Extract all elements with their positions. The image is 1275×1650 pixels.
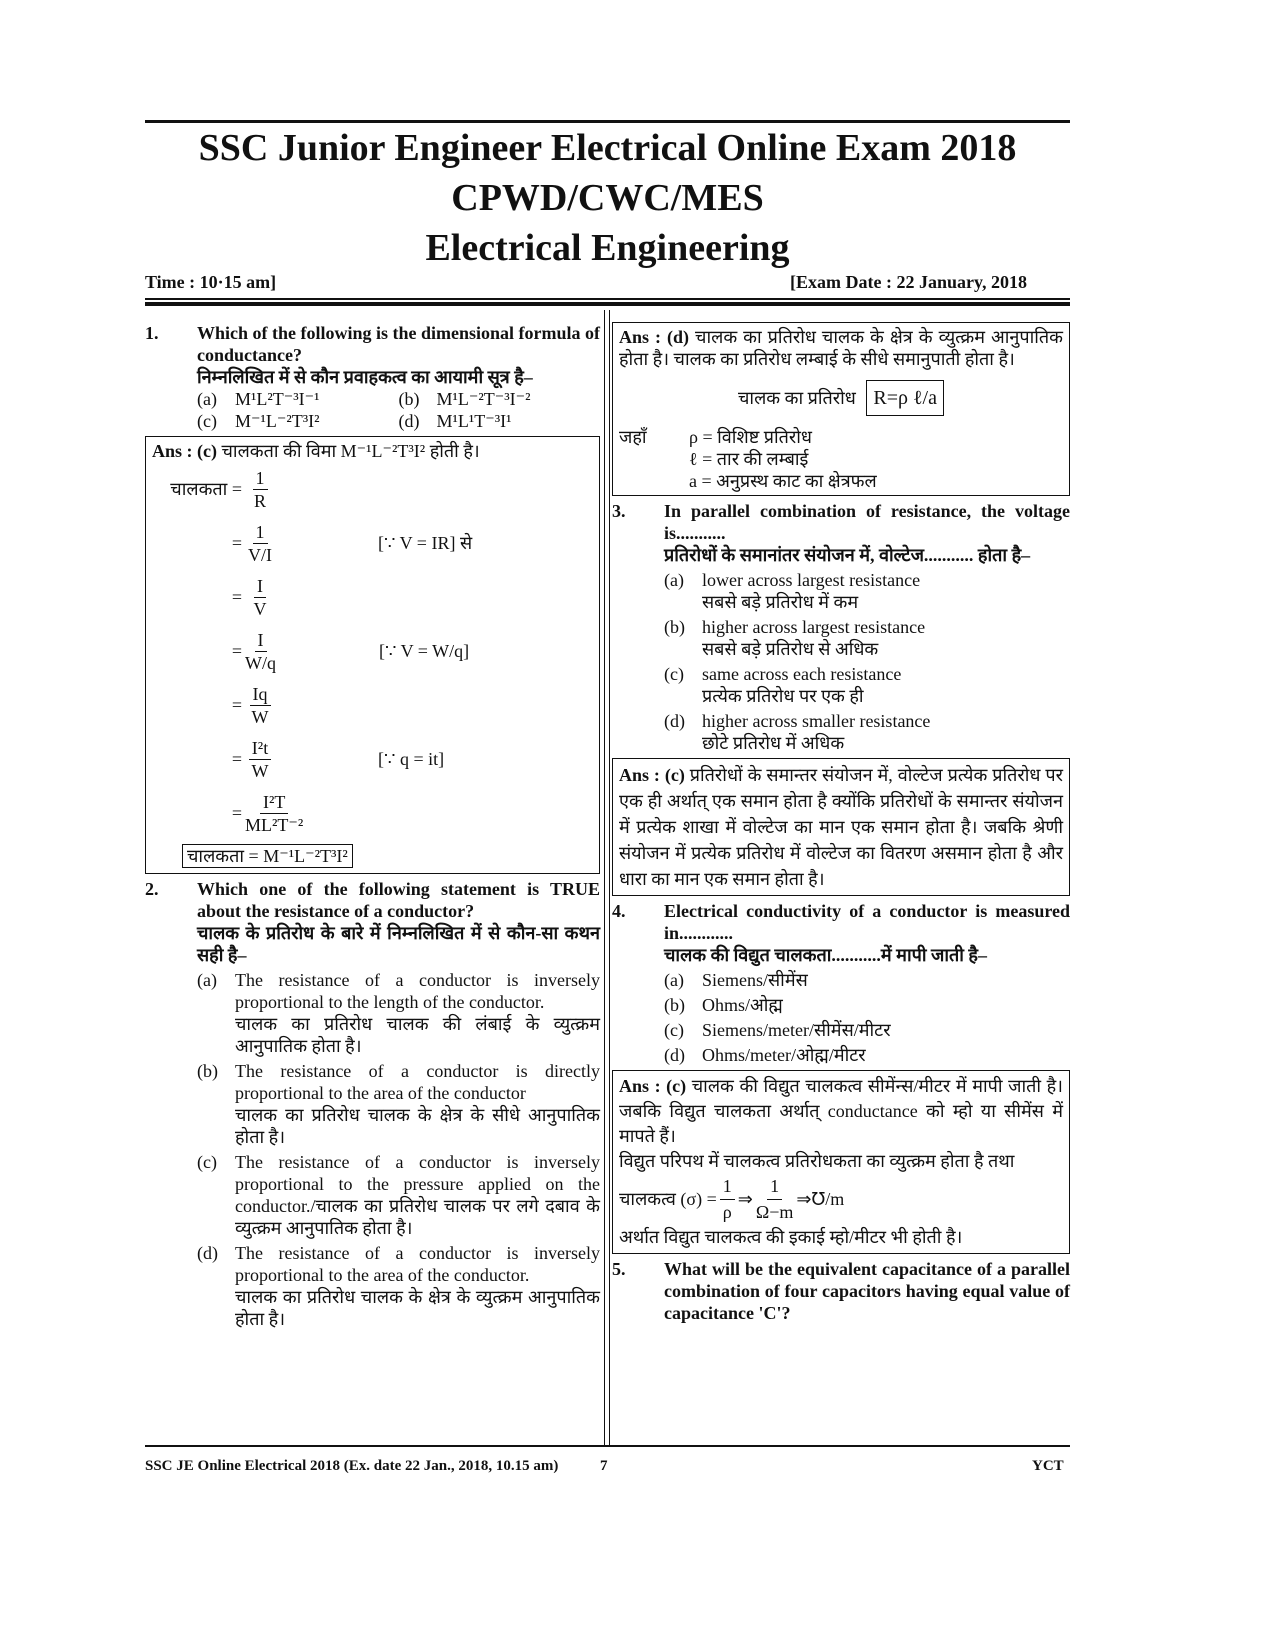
subject: Electrical Engineering xyxy=(425,227,790,269)
frac-num: Iq xyxy=(250,683,271,706)
frac-den: ρ xyxy=(722,1202,732,1222)
frac-num: 1 xyxy=(720,1174,735,1200)
fraction xyxy=(245,467,275,512)
option-en: higher across smaller resistance xyxy=(702,711,931,731)
frac-den: W xyxy=(251,706,269,727)
fraction xyxy=(245,737,275,782)
answer-label: Ans : (c) xyxy=(619,765,685,785)
header-rule-thick xyxy=(145,302,1070,306)
option-label: (b) xyxy=(197,1061,218,1081)
right-column xyxy=(612,322,1070,1324)
exam-time: Time : 10·15 am] xyxy=(145,272,277,292)
option-label: (d) xyxy=(664,1045,685,1065)
derivation-step xyxy=(152,624,593,678)
fraction xyxy=(245,521,275,566)
question-4 xyxy=(612,900,1070,1254)
answer-text: चालक की विद्युत चालकत्व सीमेंन्स/मीटर में मापी जाती है। जबकि विद्युत चालकता अर्थात् conductance को म्हो या सीमेंस में मापते हैं। xyxy=(619,1076,1063,1146)
question-number: 3. xyxy=(612,501,626,521)
question-en: Electrical conductivity of a conductor is measured in............ xyxy=(664,901,1070,943)
option-a xyxy=(197,969,600,1057)
fraction xyxy=(245,575,275,620)
option-label: (a) xyxy=(664,970,684,990)
option-text xyxy=(235,1060,600,1148)
fraction xyxy=(245,791,303,836)
fraction xyxy=(245,629,276,674)
column-divider xyxy=(604,310,610,1445)
question-number: 2. xyxy=(145,879,159,899)
frac-num: I²t xyxy=(249,737,271,760)
option-d xyxy=(197,1242,600,1330)
option-hi: चालक का प्रतिरोध चालक के क्षेत्र के व्युत्क्रम आनुपातिक होता है। xyxy=(235,1287,600,1329)
frac-den: Ω−m xyxy=(755,1202,794,1222)
answer-box-1 xyxy=(145,436,600,874)
title: SSC Junior Engineer Electrical Online Exam 2018 xyxy=(198,127,1017,169)
answer-label: Ans : (d) xyxy=(619,327,690,347)
header-rule-thin xyxy=(145,298,1070,300)
left-column xyxy=(145,322,600,1330)
option-label: (a) xyxy=(197,389,217,409)
derivation-step xyxy=(152,678,593,732)
subtitle: CPWD/CWC/MES xyxy=(451,177,764,219)
option-text xyxy=(702,616,1070,660)
step-lhs: = xyxy=(231,533,242,553)
question-number: 4. xyxy=(612,901,626,921)
frac-den: R xyxy=(253,490,266,511)
frac-num: 1 xyxy=(253,521,268,544)
option-label: (d) xyxy=(664,711,685,731)
option-label: (a) xyxy=(664,570,684,590)
step-lhs: चालकता = xyxy=(170,479,242,499)
option-hi: चालक का प्रतिरोध चालक के क्षेत्र के सीधे आनुपातिक होता है। xyxy=(235,1105,600,1147)
question-en: What will be the equivalent capacitance of a parallel combination of four capacitors having equal value of capacitance 'C'? xyxy=(664,1259,1070,1323)
option-en: The resistance of a conductor is inversely proportional to the area of the conductor. xyxy=(235,1243,600,1285)
question-5 xyxy=(612,1258,1070,1324)
question-hi: निम्नलिखित में से कौन प्रवाहकत्व का आयामी सूत्र है– xyxy=(197,367,533,387)
answer-label: Ans : (c) xyxy=(152,441,217,461)
option-text xyxy=(235,1242,600,1330)
fraction xyxy=(245,683,275,728)
option-hi: छोटे प्रतिरोध में अधिक xyxy=(702,733,845,753)
option-hi: सबसे बड़े प्रतिरोध में कम xyxy=(702,592,859,612)
definition: ℓ = तार की लम्बाई xyxy=(689,449,809,469)
option-label: (a) xyxy=(197,970,217,990)
question-number: 1. xyxy=(145,323,159,343)
option-en: higher across largest resistance xyxy=(702,617,926,637)
option-label: (b) xyxy=(664,617,685,637)
option-c xyxy=(664,1019,1070,1041)
option-a xyxy=(664,569,1070,613)
option-en: Ohms/ओह्म xyxy=(702,995,783,1015)
footer-rule xyxy=(145,1445,1070,1447)
frac-den: V xyxy=(253,598,267,619)
derivation-step xyxy=(152,462,593,516)
option-b xyxy=(664,616,1070,660)
option-label: (c) xyxy=(664,664,684,684)
result-box: चालकता = M⁻¹L⁻²T³I² xyxy=(182,844,353,868)
option-d: M¹L¹T⁻³I¹ xyxy=(436,411,512,431)
option-text xyxy=(702,969,1070,991)
option-en: Siemens/सीमेंस xyxy=(702,970,808,990)
step-note: [∵ q = it] xyxy=(378,749,445,769)
option-a: M¹L²T⁻³I⁻¹ xyxy=(235,389,320,409)
frac-num: 1 xyxy=(767,1174,782,1200)
top-rule xyxy=(145,120,1070,123)
option-hi: प्रत्येक प्रतिरोध पर एक ही xyxy=(702,686,864,706)
question-2 xyxy=(145,878,600,1330)
frac-den: ML²T⁻² xyxy=(245,814,304,835)
conductivity-formula: चालकत्व (σ) = $\frac{1}{\rho}$ ⇒ $\frac{1}{\Omega-m}$ ⇒℧/m xyxy=(619,1174,1063,1225)
option-text xyxy=(702,1019,1070,1041)
option-en: The resistance of a conductor is inversely proportional to the length of the conductor. xyxy=(235,970,600,1012)
exam-date: [Exam Date : 22 January, 2018 xyxy=(790,272,1027,292)
question-en: Which of the following is the dimensional formula of conductance? xyxy=(197,323,601,365)
option-text xyxy=(235,969,600,1057)
question-3 xyxy=(612,500,1070,896)
page-number: 7 xyxy=(600,1458,608,1474)
option-text xyxy=(702,994,1070,1016)
option-d xyxy=(664,710,1070,754)
definition: ρ = विशिष्ट प्रतिरोध xyxy=(689,427,812,447)
question-en: Which one of the following statement is TRUE about the resistance of a conductor? xyxy=(197,879,600,921)
option-text xyxy=(235,1151,600,1239)
question-number: 5. xyxy=(612,1259,626,1279)
derivation-step xyxy=(152,732,593,786)
option-d xyxy=(664,1044,1070,1066)
formula-lhs: चालकत्व (σ) = xyxy=(619,1189,717,1209)
derivation-step xyxy=(152,516,593,570)
option-b: M¹L⁻²T⁻³I⁻² xyxy=(436,389,531,409)
option-label: (d) xyxy=(398,411,420,431)
answer-label: Ans : (c) xyxy=(619,1076,687,1096)
frac-den: W xyxy=(251,760,269,781)
option-b xyxy=(197,1060,600,1148)
option-text xyxy=(702,1044,1070,1066)
step-lhs: = xyxy=(231,587,242,607)
option-c xyxy=(197,1151,600,1239)
formula-result: ⇒℧/m xyxy=(796,1189,845,1209)
step-note: [∵ V = W/q] xyxy=(379,641,470,661)
option-label: (c) xyxy=(197,411,217,431)
option-en: Ohms/meter/ओह्म/मीटर xyxy=(702,1045,866,1065)
answer-box-3 xyxy=(612,758,1070,896)
question-en: In parallel combination of resistance, the voltage is........... xyxy=(664,501,1070,543)
footer-right: YCT xyxy=(1032,1458,1064,1474)
step-lhs: = xyxy=(231,803,242,823)
option-en: The resistance of a conductor is inversely proportional to the pressure applied on the conductor./चालक का प्रतिरोध चालक पर लगे दबाव के व्युत्क्रम आनुपातिक होता है। xyxy=(235,1152,600,1238)
option-c: M⁻¹L⁻²T³I² xyxy=(235,411,320,431)
option-b xyxy=(664,994,1070,1016)
option-text xyxy=(702,663,1070,707)
option-label: (d) xyxy=(197,1243,218,1263)
step-lhs: = xyxy=(231,749,242,769)
option-label: (c) xyxy=(664,1020,684,1040)
option-hi: चालक का प्रतिरोध चालक की लंबाई के व्युत्क्रम आनुपातिक होता है। xyxy=(235,1014,600,1056)
definition: a = अनुप्रस्थ काट का क्षेत्रफल xyxy=(689,471,877,491)
answer-text: विद्युत परिपथ में चालकत्व प्रतिरोधकता का व्युत्क्रम होता है तथा xyxy=(619,1151,1015,1171)
option-en: lower across largest resistance xyxy=(702,570,921,590)
where-label: जहाँ xyxy=(619,427,647,447)
frac-num: I xyxy=(254,575,266,598)
answer-box-2 xyxy=(612,322,1070,496)
answer-text: चालकता की विमा M⁻¹L⁻²T³I² होती है। xyxy=(221,441,480,461)
answer-text: अर्थात विद्युत चालकत्व की इकाई म्हो/मीटर भी होती है। xyxy=(619,1227,963,1247)
answer-text: चालक का प्रतिरोध चालक के क्षेत्र के व्युत्क्रम आनुपातिक होता है। चालक का प्रतिरोध लम्बाई के सीधे समानुपाती होता है। xyxy=(619,327,1063,369)
answer-box-4 xyxy=(612,1070,1070,1254)
option-c xyxy=(664,663,1070,707)
option-text xyxy=(702,569,1070,613)
derivation-step xyxy=(152,786,593,840)
step-lhs: = xyxy=(231,695,242,715)
frac-den: V/I xyxy=(248,544,272,565)
option-text xyxy=(702,710,1070,754)
question-hi: चालक के प्रतिरोध के बारे में निम्नलिखित में से कौन-सा कथन सही है– xyxy=(197,923,600,965)
question-hi: चालक की विद्युत चालकता...........में मापी जाती है– xyxy=(664,945,987,965)
resistance-formula: R=ρ ℓ/a xyxy=(866,380,944,416)
option-label: (b) xyxy=(398,389,420,409)
question-hi: प्रतिरोधों के समानांतर संयोजन में, वोल्टेज........... होता है– xyxy=(664,545,1031,565)
option-label: (b) xyxy=(664,995,685,1015)
frac-den: W/q xyxy=(245,652,276,673)
derivation-step xyxy=(152,570,593,624)
option-en: same across each resistance xyxy=(702,664,902,684)
derivation xyxy=(152,462,593,840)
option-en: The resistance of a conductor is directly proportional to the area of the conductor xyxy=(235,1061,600,1103)
step-note: [∵ V = IR] से xyxy=(378,533,473,553)
footer-left: SSC JE Online Electrical 2018 (Ex. date 22 Jan., 2018, 10.15 am) xyxy=(145,1458,559,1474)
option-a xyxy=(664,969,1070,991)
frac-num: 1 xyxy=(253,467,268,490)
question-1 xyxy=(145,322,600,874)
option-hi: सबसे बड़े प्रतिरोध से अधिक xyxy=(702,639,879,659)
frac-num: I xyxy=(255,629,267,652)
option-en: Siemens/meter/सीमेंस/मीटर xyxy=(702,1020,891,1040)
answer-text: प्रतिरोधों के समान्तर संयोजन में, वोल्टेज प्रत्येक प्रतिरोध पर एक ही अर्थात् एक समान होता है क्योंकि प्रतिरोधों के समान्तर संयोजन में प्रत्येक शाखा में वोल्टेज का मान एक समान होता है। जबकि श्रेणी संयोजन में प्रत्येक प्रतिरोध में वोल्टेज का वितरण असमान होता है और धारा का मान एक समान होता है। xyxy=(619,765,1063,889)
frac-num: I²T xyxy=(260,791,288,814)
step-lhs: = xyxy=(231,641,242,661)
option-label: (c) xyxy=(197,1152,217,1172)
formula-label: चालक का प्रतिरोध xyxy=(738,388,856,408)
